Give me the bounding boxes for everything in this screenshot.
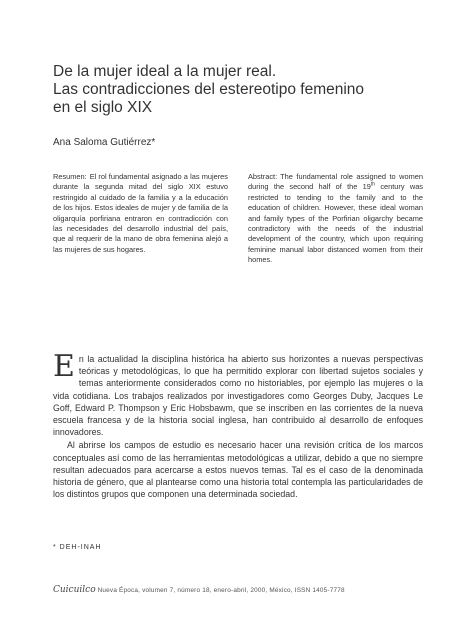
author-name: Ana Saloma Gutiérrez* <box>53 137 156 148</box>
page-footer <box>53 585 423 595</box>
abstract-english-text-a: The fundamental role assigned to women during the second half of the 19 <box>248 172 423 192</box>
title-line-1: De la mujer ideal a la mujer real. <box>53 63 277 80</box>
abstract-english-label: Abstract: <box>248 172 278 181</box>
article-title <box>53 63 423 117</box>
body-paragraph-1-text: n la actualidad la disciplina histórica ha abierto sus horizontes a nuevas perspectivas teóricas y metodológicas, lo que ha permitido explorar con libertad sujetos sociales y temas anteriormente considerados como no historiables, por ejemplo las mujeres o la vida cotidiana. Los trabajos realizados por investigadores como Georges Duby, Jacques Le Goff, Edward P. Thompson y Eric Hobsbawm, que se inscriben en las corrientes de la nueva escuela francesa y de la historia social inglesa, han contribuido al desarrollo de enfoques innovadores. <box>53 354 423 438</box>
drop-cap: E <box>53 349 75 384</box>
journal-logo: Cuicuilco <box>53 585 96 595</box>
footnote: * DEH-INAH <box>53 544 102 551</box>
abstract-spanish-text: El rol fundamental asignado a las mujeres durante la segunda mitad del siglo XIX estuvo restringido al cuidado de la familia y a la educación de los hijos. Estos ideales de mujer y de familia de la oligarquía porfiriana entraron en contradicción con las necesidades del desarrollo industrial del país, que al requerir de la mano de obra femenina alejó a las mujeres de sus hogares. <box>53 172 228 254</box>
abstract-english-text-b: century was restricted to tending to the family and to the education of children. However, these ideal woman and family types of the Porfirian oligarchy became contradictory with the needs of the industrial development of the country, which upon requiring feminine manual labor distanced women from their homes. <box>248 182 423 265</box>
body-paragraph-2: Al abrirse los campos de estudio es necesario hacer una revisión crítica de los marcos conceptuales así como de las herramientas metodológicas a utilizar, debido a que no siempre resultan adecuados para acercarse a estos nuevos temas. Tal es el caso de la denominada historia de género, que al plantearse como una historia total contempla las particularidades de los distintos grupos que componen una determinada sociedad. <box>53 440 423 500</box>
body-paragraph-1 <box>53 349 423 438</box>
abstracts <box>53 172 423 266</box>
title-line-2: Las contradicciones del estereotipo femenino <box>53 81 365 98</box>
abstract-spanish-label: Resumen: <box>53 172 87 181</box>
abstract-english <box>248 172 423 266</box>
journal-citation: Nueva Época, volumen 7, número 18, enero-abril, 2000, México, ISSN 1405-7778 <box>97 587 345 594</box>
abstract-spanish <box>53 172 228 266</box>
abstract-english-sup: th <box>370 181 376 188</box>
article-body <box>53 349 423 500</box>
title-line-3: en el siglo XIX <box>53 99 153 116</box>
